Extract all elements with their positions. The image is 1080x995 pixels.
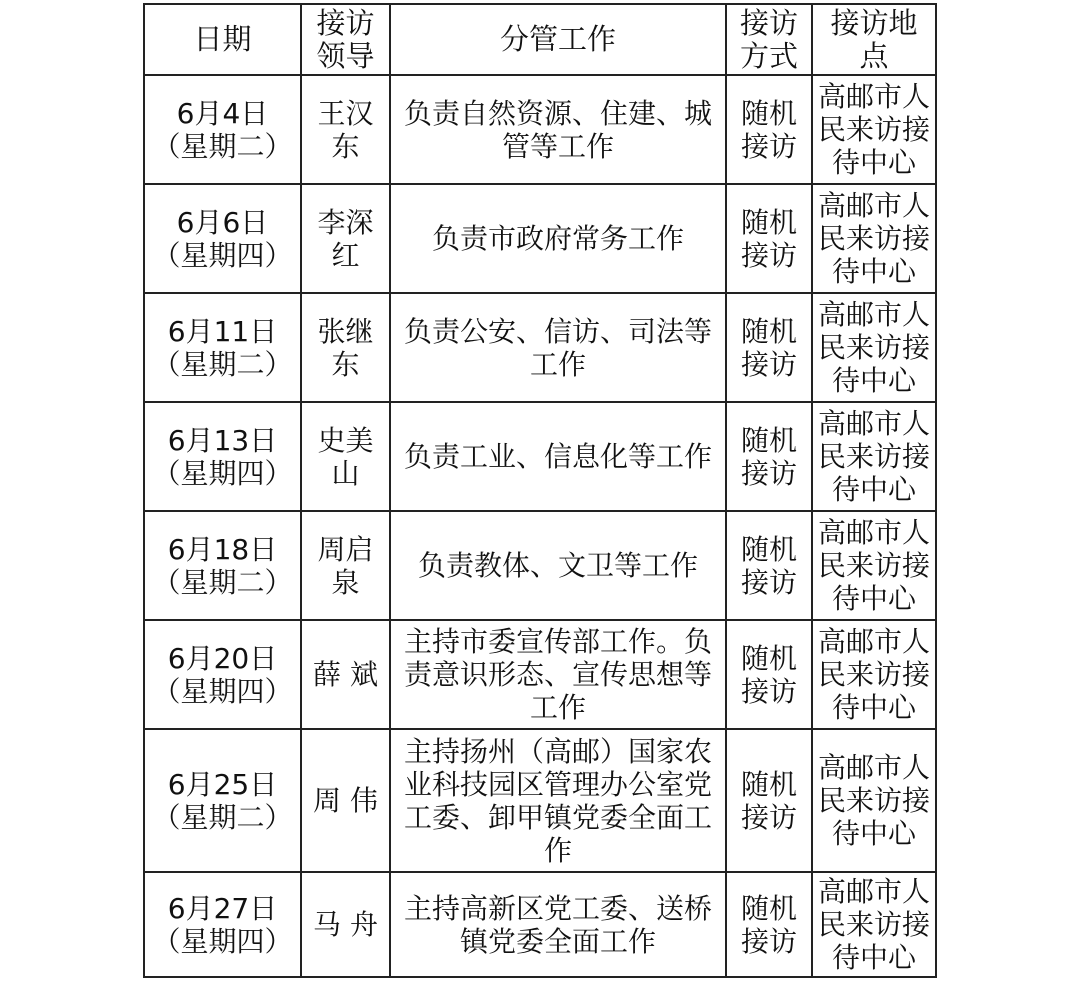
cell-duty: 主持扬州（高邮）国家农业科技园区管理办公室党工委、卸甲镇党委全面工作 — [390, 729, 726, 872]
cell-date: 6月11日（星期二） — [144, 293, 301, 402]
cell-date: 6月4日（星期二） — [144, 75, 301, 184]
cell-leader: 张继东 — [301, 293, 390, 402]
cell-method: 随机接访 — [726, 620, 812, 729]
cell-date: 6月6日（星期四） — [144, 184, 301, 293]
cell-place: 高邮市人民来访接待中心 — [812, 402, 936, 511]
cell-duty: 负责公安、信访、司法等工作 — [390, 293, 726, 402]
cell-date: 6月13日（星期四） — [144, 402, 301, 511]
table-row — [144, 293, 936, 402]
header-method: 接访方式 — [726, 4, 812, 75]
table-row — [144, 75, 936, 184]
header-leader: 接访领导 — [301, 4, 390, 75]
cell-method: 随机接访 — [726, 729, 812, 872]
cell-leader: 王汉东 — [301, 75, 390, 184]
cell-place: 高邮市人民来访接待中心 — [812, 184, 936, 293]
cell-leader: 李深红 — [301, 184, 390, 293]
cell-date: 6月20日（星期四） — [144, 620, 301, 729]
cell-duty: 负责教体、文卫等工作 — [390, 511, 726, 620]
cell-method: 随机接访 — [726, 402, 812, 511]
cell-leader: 周启泉 — [301, 511, 390, 620]
cell-method: 随机接访 — [726, 184, 812, 293]
cell-leader: 周 伟 — [301, 729, 390, 872]
cell-duty: 负责自然资源、住建、城管等工作 — [390, 75, 726, 184]
cell-method: 随机接访 — [726, 511, 812, 620]
cell-method: 随机接访 — [726, 872, 812, 977]
header-duty: 分管工作 — [390, 4, 726, 75]
cell-method: 随机接访 — [726, 75, 812, 184]
cell-duty: 负责工业、信息化等工作 — [390, 402, 726, 511]
table-row — [144, 184, 936, 293]
cell-duty: 主持市委宣传部工作。负责意识形态、宣传思想等工作 — [390, 620, 726, 729]
cell-place: 高邮市人民来访接待中心 — [812, 620, 936, 729]
cell-place: 高邮市人民来访接待中心 — [812, 75, 936, 184]
cell-method: 随机接访 — [726, 293, 812, 402]
cell-duty: 负责市政府常务工作 — [390, 184, 726, 293]
table-row — [144, 872, 936, 977]
header-place: 接访地点 — [812, 4, 936, 75]
cell-date: 6月25日（星期二） — [144, 729, 301, 872]
cell-date: 6月27日（星期四） — [144, 872, 301, 977]
cell-place: 高邮市人民来访接待中心 — [812, 729, 936, 872]
cell-leader: 薛 斌 — [301, 620, 390, 729]
cell-place: 高邮市人民来访接待中心 — [812, 872, 936, 977]
table-row — [144, 620, 936, 729]
reception-schedule-table — [143, 3, 937, 978]
cell-date: 6月18日（星期二） — [144, 511, 301, 620]
cell-leader: 史美山 — [301, 402, 390, 511]
cell-place: 高邮市人民来访接待中心 — [812, 511, 936, 620]
table-row — [144, 511, 936, 620]
cell-place: 高邮市人民来访接待中心 — [812, 293, 936, 402]
header-date: 日期 — [144, 4, 301, 75]
table-header-row — [144, 4, 936, 75]
cell-leader: 马 舟 — [301, 872, 390, 977]
table-row — [144, 729, 936, 872]
table-row — [144, 402, 936, 511]
cell-duty: 主持高新区党工委、送桥镇党委全面工作 — [390, 872, 726, 977]
